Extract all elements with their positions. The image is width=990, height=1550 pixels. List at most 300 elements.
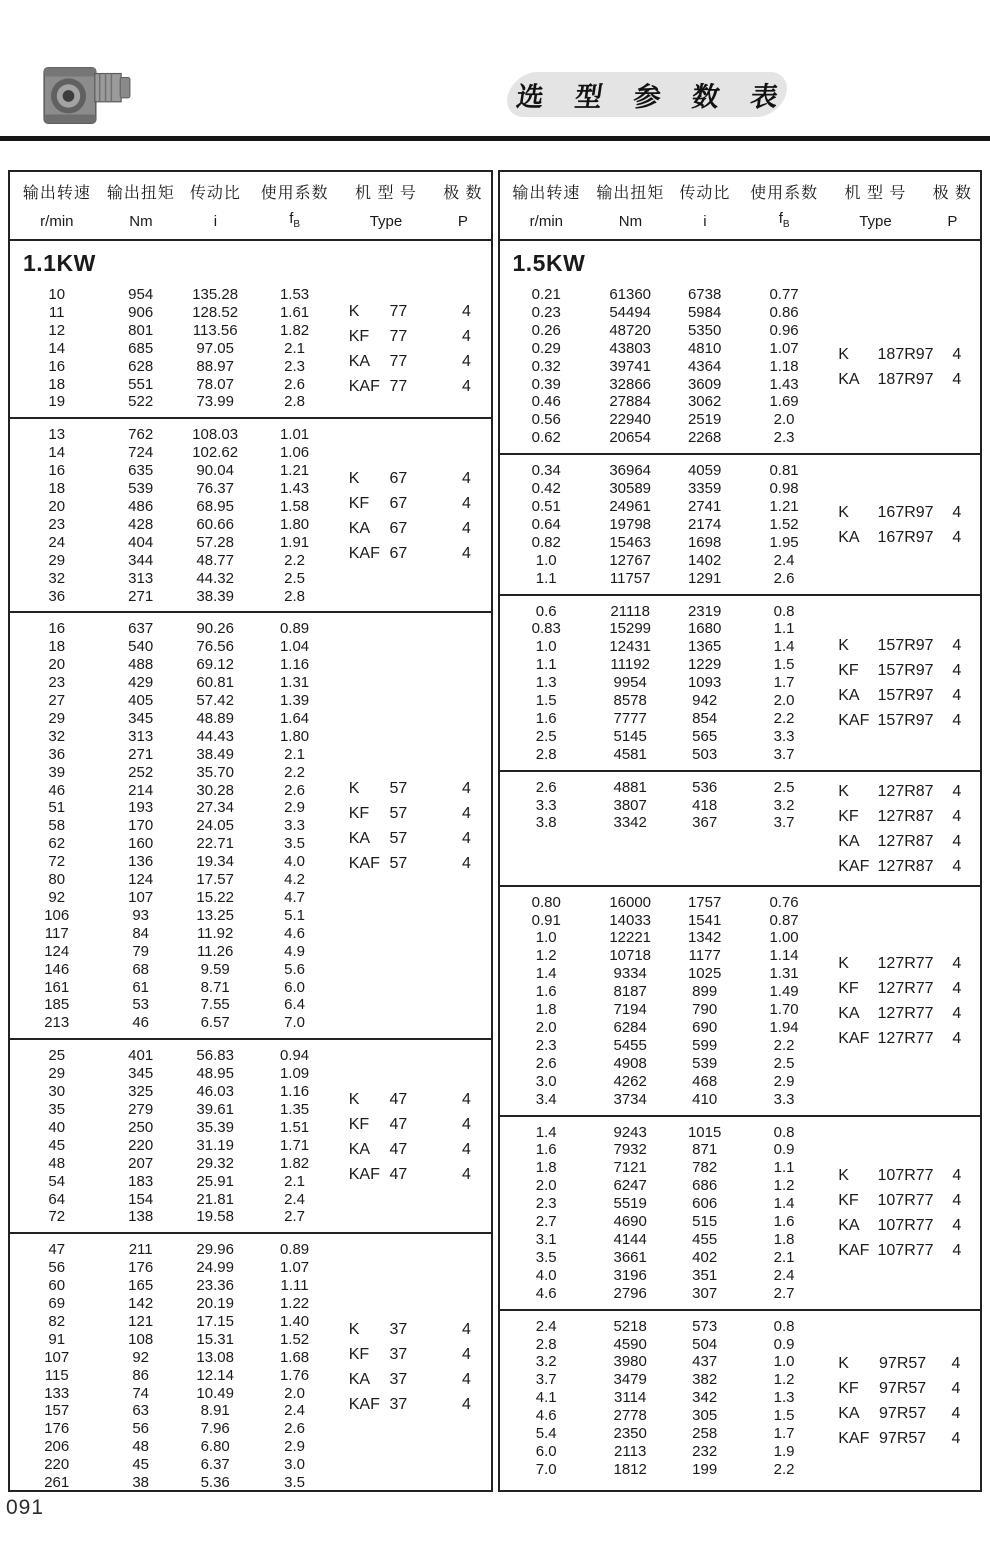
table-header-row — [10, 172, 491, 241]
data-rows — [500, 286, 827, 447]
cell-output-speed: 1.0 — [535, 929, 557, 947]
cell-service-factor: 2.8 — [284, 587, 305, 605]
cell-service-factor: 1.2 — [773, 1371, 795, 1389]
parameter-tables-container — [8, 170, 982, 1492]
cell-output-speed: 0.64 — [531, 515, 561, 533]
cell-output-torque: 136 — [128, 853, 154, 871]
cell-ratio: 19.34 — [196, 853, 234, 871]
cell-service-factor: 2.7 — [284, 1208, 305, 1226]
type-prefix: KF — [348, 327, 370, 345]
cell-ratio: 108.03 — [192, 426, 239, 444]
cell-output-speed: 64 — [48, 1190, 66, 1208]
cell-ratio: 6.80 — [200, 1438, 230, 1456]
cell-service-factor: 1.21 — [279, 462, 310, 480]
cell-ratio: 113.56 — [192, 321, 238, 339]
table-row — [500, 340, 827, 358]
type-row — [349, 466, 491, 491]
table-row — [500, 947, 827, 965]
cell-service-factor: 2.9 — [773, 1072, 795, 1090]
cell-service-factor: 2.7 — [773, 1284, 795, 1302]
cell-output-speed: 2.6 — [535, 778, 557, 796]
column-header-name: 机 型 号 — [355, 185, 417, 202]
cell-output-speed: 2.3 — [535, 1036, 557, 1054]
cell-service-factor: 2.9 — [284, 799, 305, 817]
cell-output-speed: 25 — [48, 1047, 66, 1065]
column-header — [826, 180, 925, 230]
cell-service-factor: 1.21 — [769, 497, 799, 515]
cell-ratio: 31.19 — [196, 1136, 234, 1154]
cell-service-factor: 3.5 — [284, 835, 305, 853]
cell-poles: 4 — [952, 662, 962, 680]
cell-service-factor: 1.49 — [769, 983, 799, 1001]
table-row — [10, 620, 337, 638]
cell-output-torque: 5218 — [613, 1317, 647, 1335]
selection-table-1.1kw — [8, 170, 493, 1492]
cell-output-torque: 724 — [128, 444, 154, 462]
table-row — [10, 498, 337, 516]
cell-ratio: 29.96 — [196, 1241, 234, 1259]
table-row — [500, 498, 827, 516]
type-model: 97R57 — [879, 1379, 927, 1397]
table-row — [10, 1047, 337, 1065]
cell-ratio: 13.25 — [196, 906, 234, 924]
table-row — [500, 534, 827, 552]
cell-output-speed: 32 — [48, 727, 66, 745]
type-prefix: K — [348, 780, 360, 798]
cell-output-speed: 2.0 — [535, 1177, 557, 1195]
cell-output-torque: 3196 — [613, 1266, 647, 1284]
type-list — [826, 1124, 980, 1303]
cell-service-factor: 2.4 — [284, 1190, 305, 1208]
cell-ratio: 4810 — [687, 339, 722, 357]
gear-size-group — [500, 1309, 981, 1490]
cell-ratio: 135.28 — [192, 286, 239, 303]
cell-output-torque: 170 — [128, 817, 154, 835]
cell-ratio: 382 — [692, 1371, 718, 1389]
column-header — [104, 180, 178, 230]
cell-ratio: 468 — [692, 1072, 718, 1090]
gear-size-group — [500, 453, 981, 593]
data-rows — [500, 462, 827, 587]
cell-service-factor: 2.6 — [284, 375, 305, 393]
type-prefix: KAF — [838, 1030, 870, 1048]
type-row — [349, 349, 491, 374]
column-header-unit: r/min — [529, 213, 564, 230]
cell-output-torque: 429 — [128, 674, 154, 692]
cell-output-torque: 20654 — [609, 429, 652, 447]
type-row — [838, 1213, 980, 1238]
cell-ratio: 29.32 — [196, 1154, 234, 1172]
type-prefix: KA — [838, 1404, 860, 1422]
cell-poles: 4 — [461, 352, 471, 370]
cell-output-speed: 1.5 — [535, 692, 557, 710]
table-row — [10, 1420, 337, 1438]
table-row — [500, 552, 827, 570]
cell-output-torque: 21118 — [610, 602, 650, 620]
cell-ratio: 46.03 — [196, 1083, 234, 1101]
type-model: 67 — [389, 519, 408, 537]
cell-service-factor: 2.5 — [773, 1054, 795, 1072]
cell-output-speed: 1.1 — [535, 656, 557, 674]
column-header-name: 传动比 — [189, 185, 241, 202]
cell-poles: 4 — [952, 370, 962, 388]
type-row — [349, 1367, 491, 1392]
cell-output-torque: 279 — [128, 1100, 154, 1118]
type-model: 157R97 — [877, 712, 934, 730]
cell-service-factor: 1.9 — [773, 1442, 795, 1460]
cell-ratio: 48.95 — [196, 1065, 234, 1083]
cell-output-speed: 0.46 — [531, 393, 561, 411]
type-row — [838, 829, 980, 854]
cell-output-torque: 685 — [128, 339, 154, 357]
type-prefix: KAF — [838, 857, 870, 875]
cell-ratio: 2741 — [687, 497, 722, 515]
type-prefix: KF — [838, 1192, 859, 1210]
cell-service-factor: 2.5 — [773, 778, 795, 796]
type-list — [826, 779, 980, 879]
table-row — [10, 393, 337, 411]
cell-poles: 4 — [461, 1140, 471, 1158]
table-row — [10, 943, 337, 961]
cell-service-factor: 1.2 — [773, 1177, 795, 1195]
type-row — [838, 976, 980, 1001]
table-row — [500, 1461, 827, 1479]
cell-output-speed: 0.62 — [531, 429, 561, 447]
cell-output-torque: 3807 — [613, 796, 647, 814]
cell-output-torque: 39741 — [609, 357, 652, 375]
table-row — [500, 656, 827, 674]
cell-output-speed: 6.0 — [535, 1442, 557, 1460]
cell-output-speed: 30 — [48, 1083, 66, 1101]
cell-output-speed: 2.6 — [535, 1054, 557, 1072]
cell-output-torque: 183 — [128, 1172, 154, 1190]
type-prefix: K — [838, 955, 849, 973]
type-row — [838, 658, 980, 683]
cell-ratio: 686 — [692, 1177, 718, 1195]
power-section-title: 1.1KW — [23, 250, 96, 276]
type-model: 127R77 — [877, 955, 934, 973]
table-row — [10, 286, 337, 304]
cell-service-factor: 0.9 — [773, 1141, 795, 1159]
table-row — [10, 1474, 337, 1492]
table-row — [500, 1407, 827, 1425]
type-model: 67 — [389, 544, 408, 562]
cell-output-torque: 252 — [128, 763, 154, 781]
type-row — [349, 1162, 491, 1187]
cell-ratio: 2174 — [687, 515, 722, 533]
cell-poles: 4 — [461, 830, 471, 848]
cell-ratio: 504 — [692, 1335, 718, 1353]
type-prefix: KA — [838, 1217, 860, 1235]
table-row — [500, 1371, 827, 1389]
cell-service-factor: 1.0 — [773, 1353, 795, 1371]
column-header-name: 传动比 — [679, 185, 731, 202]
column-header — [337, 180, 436, 230]
column-header — [925, 180, 980, 230]
cell-service-factor: 3.3 — [773, 727, 795, 745]
cell-output-speed: 36 — [48, 587, 66, 605]
table-row — [10, 925, 337, 943]
table-body — [500, 241, 981, 1490]
cell-ratio: 128.52 — [192, 303, 239, 321]
cell-ratio: 4364 — [687, 357, 722, 375]
cell-ratio: 15.31 — [196, 1330, 234, 1348]
cell-ratio: 3359 — [687, 480, 722, 498]
cell-output-speed: 2.4 — [535, 1317, 557, 1335]
cell-output-speed: 13 — [48, 426, 66, 444]
cell-output-torque: 124 — [128, 871, 154, 889]
table-row — [10, 1349, 337, 1367]
type-model: 57 — [389, 780, 408, 798]
table-row — [500, 411, 827, 429]
cell-ratio: 90.26 — [196, 620, 234, 638]
cell-ratio: 690 — [692, 1019, 718, 1036]
type-prefix: KF — [838, 807, 859, 825]
cell-service-factor: 0.9 — [773, 1335, 795, 1353]
cell-ratio: 11.26 — [196, 942, 234, 960]
cell-service-factor: 2.5 — [284, 569, 305, 587]
cell-service-factor: 2.0 — [773, 411, 795, 429]
table-row — [10, 710, 337, 728]
table-row — [10, 1456, 337, 1474]
cell-service-factor: 3.3 — [284, 817, 305, 835]
cell-output-torque: 12221 — [609, 929, 652, 947]
cell-poles: 4 — [461, 327, 471, 345]
cell-output-torque: 4144 — [613, 1230, 647, 1248]
cell-output-speed: 185 — [44, 996, 70, 1014]
cell-output-speed: 0.91 — [531, 911, 561, 929]
cell-output-speed: 161 — [44, 978, 70, 996]
table-row — [500, 983, 827, 1001]
cell-output-speed: 1.3 — [535, 674, 557, 692]
cell-service-factor: 1.91 — [279, 533, 310, 551]
table-row — [10, 1259, 337, 1277]
cell-ratio: 790 — [692, 1001, 718, 1019]
type-row — [349, 374, 491, 399]
column-header-name: 输出扭矩 — [106, 185, 175, 202]
cell-service-factor: 2.0 — [773, 692, 795, 710]
cell-output-torque: 801 — [128, 321, 154, 339]
type-prefix: K — [838, 637, 849, 655]
type-model: 57 — [389, 805, 408, 823]
data-rows — [10, 426, 337, 605]
cell-output-torque: 9334 — [613, 965, 647, 983]
cell-ratio: 1291 — [687, 569, 722, 587]
column-header-unit: $f_B$ — [289, 210, 301, 230]
cell-service-factor: 3.2 — [773, 796, 795, 814]
table-row — [10, 340, 337, 358]
cell-output-torque: 53 — [132, 996, 150, 1014]
column-header-unit: Nm — [618, 213, 643, 230]
type-row — [349, 1317, 491, 1342]
cell-output-torque: 2350 — [613, 1425, 647, 1443]
cell-output-speed: 2.8 — [535, 745, 557, 763]
table-row — [10, 1101, 337, 1119]
cell-output-speed: 0.6 — [535, 602, 557, 620]
cell-output-torque: 63 — [132, 1402, 150, 1420]
data-rows — [500, 603, 827, 764]
cell-output-speed: 1.8 — [535, 1159, 557, 1177]
cell-output-torque: 4262 — [613, 1072, 647, 1090]
cell-service-factor: 1.04 — [279, 638, 310, 656]
cell-output-torque: 762 — [128, 426, 154, 444]
table-row — [500, 322, 827, 340]
cell-service-factor: 1.5 — [773, 656, 795, 674]
table-row — [500, 1267, 827, 1285]
type-row — [349, 1112, 491, 1137]
cell-service-factor: 1.52 — [769, 515, 799, 533]
table-row — [500, 894, 827, 912]
table-row — [500, 710, 827, 728]
cell-output-speed: 35 — [48, 1100, 66, 1118]
cell-service-factor: 0.89 — [279, 620, 310, 638]
table-header-row — [500, 172, 981, 241]
cell-poles: 4 — [952, 1242, 962, 1260]
cell-output-speed: 18 — [48, 638, 66, 656]
cell-ratio: 73.99 — [196, 393, 234, 411]
cell-service-factor: 3.7 — [773, 814, 795, 832]
cell-ratio: 76.37 — [196, 480, 234, 498]
cell-poles: 4 — [461, 1345, 471, 1363]
type-row — [838, 779, 980, 804]
cell-service-factor: 1.39 — [279, 692, 310, 710]
cell-output-speed: 3.1 — [535, 1230, 557, 1248]
type-model: 187R97 — [877, 370, 934, 388]
cell-poles: 4 — [951, 1429, 961, 1447]
table-row — [10, 889, 337, 907]
cell-ratio: 44.32 — [196, 569, 234, 587]
cell-output-torque: 48 — [132, 1438, 150, 1456]
cell-ratio: 402 — [692, 1248, 718, 1266]
data-rows — [10, 1241, 337, 1492]
type-model: 107R77 — [877, 1242, 934, 1260]
table-row — [500, 1389, 827, 1407]
cell-ratio: 38.49 — [196, 745, 234, 763]
type-model: 157R97 — [877, 637, 934, 655]
column-header-unit: P — [457, 213, 468, 230]
cell-ratio: 78.07 — [196, 375, 234, 393]
table-row — [500, 1353, 827, 1371]
cell-output-torque: 86 — [132, 1366, 150, 1384]
cell-ratio: 6738 — [687, 286, 722, 303]
cell-service-factor: 0.8 — [773, 1123, 795, 1141]
cell-service-factor: 1.80 — [279, 515, 310, 533]
gear-size-group — [10, 417, 491, 611]
cell-poles: 4 — [952, 1217, 962, 1235]
cell-output-speed: 3.2 — [535, 1353, 557, 1371]
type-model: 67 — [389, 469, 408, 487]
cell-output-speed: 40 — [48, 1118, 66, 1136]
cell-ratio: 606 — [692, 1195, 718, 1213]
cell-service-factor: 0.94 — [279, 1047, 310, 1065]
type-prefix: KAF — [348, 855, 380, 873]
cell-output-speed: 0.51 — [531, 497, 561, 515]
cell-service-factor: 2.6 — [773, 569, 795, 587]
type-row — [838, 1188, 980, 1213]
cell-service-factor: 1.40 — [279, 1312, 310, 1330]
cell-output-torque: 107 — [128, 889, 154, 906]
type-row — [838, 1351, 980, 1376]
cell-service-factor: 1.70 — [769, 1001, 799, 1019]
cell-ratio: 2268 — [687, 429, 722, 447]
cell-output-torque: 4581 — [613, 745, 647, 763]
cell-output-torque: 61360 — [609, 286, 652, 303]
type-model: 57 — [389, 830, 408, 848]
table-row — [10, 376, 337, 394]
table-row — [500, 286, 827, 304]
cell-output-speed: 4.0 — [535, 1266, 557, 1284]
cell-service-factor: 1.43 — [769, 375, 799, 393]
cell-ratio: 305 — [692, 1407, 718, 1425]
cell-output-speed: 2.5 — [535, 727, 557, 745]
cell-output-speed: 1.0 — [535, 551, 557, 569]
cell-output-speed: 2.0 — [535, 1019, 557, 1036]
cell-output-speed: 29 — [48, 551, 66, 569]
cell-output-speed: 261 — [44, 1474, 70, 1492]
cell-output-torque: 220 — [128, 1136, 154, 1154]
cell-ratio: 1698 — [687, 533, 722, 551]
table-row — [500, 779, 827, 797]
cell-ratio: 1541 — [687, 911, 722, 929]
cell-service-factor: 1.16 — [279, 656, 310, 674]
cell-output-speed: 1.2 — [535, 947, 557, 965]
type-prefix: K — [348, 1320, 360, 1338]
cell-output-torque: 551 — [128, 375, 154, 393]
cell-output-torque: 92 — [132, 1348, 150, 1366]
table-row — [500, 1019, 827, 1037]
cell-service-factor: 4.7 — [284, 889, 305, 906]
column-header-name: 机 型 号 — [844, 185, 907, 202]
cell-service-factor: 0.8 — [773, 602, 795, 620]
table-row — [10, 1208, 337, 1226]
cell-output-torque: 250 — [128, 1118, 154, 1136]
cell-output-torque: 45 — [132, 1456, 150, 1474]
type-prefix: KA — [348, 519, 371, 537]
cell-output-torque: 54494 — [609, 303, 652, 321]
cell-service-factor: 1.52 — [279, 1330, 310, 1348]
cell-service-factor: 1.31 — [769, 965, 799, 983]
type-model: 167R97 — [877, 503, 934, 521]
cell-ratio: 44.43 — [196, 727, 234, 745]
cell-output-torque: 48720 — [609, 321, 652, 339]
cell-ratio: 942 — [692, 692, 718, 710]
column-header — [593, 180, 667, 230]
cell-output-torque: 43803 — [609, 339, 652, 357]
cell-ratio: 515 — [692, 1213, 718, 1231]
cell-service-factor: 1.76 — [279, 1366, 310, 1384]
cell-ratio: 90.04 — [196, 462, 234, 480]
cell-service-factor: 1.80 — [279, 727, 310, 745]
cell-ratio: 307 — [692, 1284, 718, 1302]
cell-output-speed: 24 — [48, 533, 66, 551]
cell-service-factor: 6.4 — [284, 996, 305, 1014]
cell-output-torque: 30589 — [609, 480, 652, 498]
gear-size-group — [500, 594, 981, 770]
cell-output-torque: 2113 — [614, 1442, 647, 1460]
cell-ratio: 2519 — [687, 411, 722, 429]
cell-service-factor: 0.98 — [769, 480, 799, 498]
cell-service-factor: 1.18 — [769, 357, 799, 375]
cell-ratio: 342 — [692, 1389, 718, 1407]
table-row — [10, 1438, 337, 1456]
cell-ratio: 20.19 — [196, 1295, 234, 1313]
cell-output-torque: 142 — [128, 1295, 154, 1313]
cell-output-torque: 27884 — [609, 393, 652, 411]
table-row — [500, 1195, 827, 1213]
cell-ratio: 536 — [692, 778, 718, 796]
type-model: 157R97 — [877, 662, 934, 680]
cell-output-torque: 10718 — [609, 947, 652, 965]
